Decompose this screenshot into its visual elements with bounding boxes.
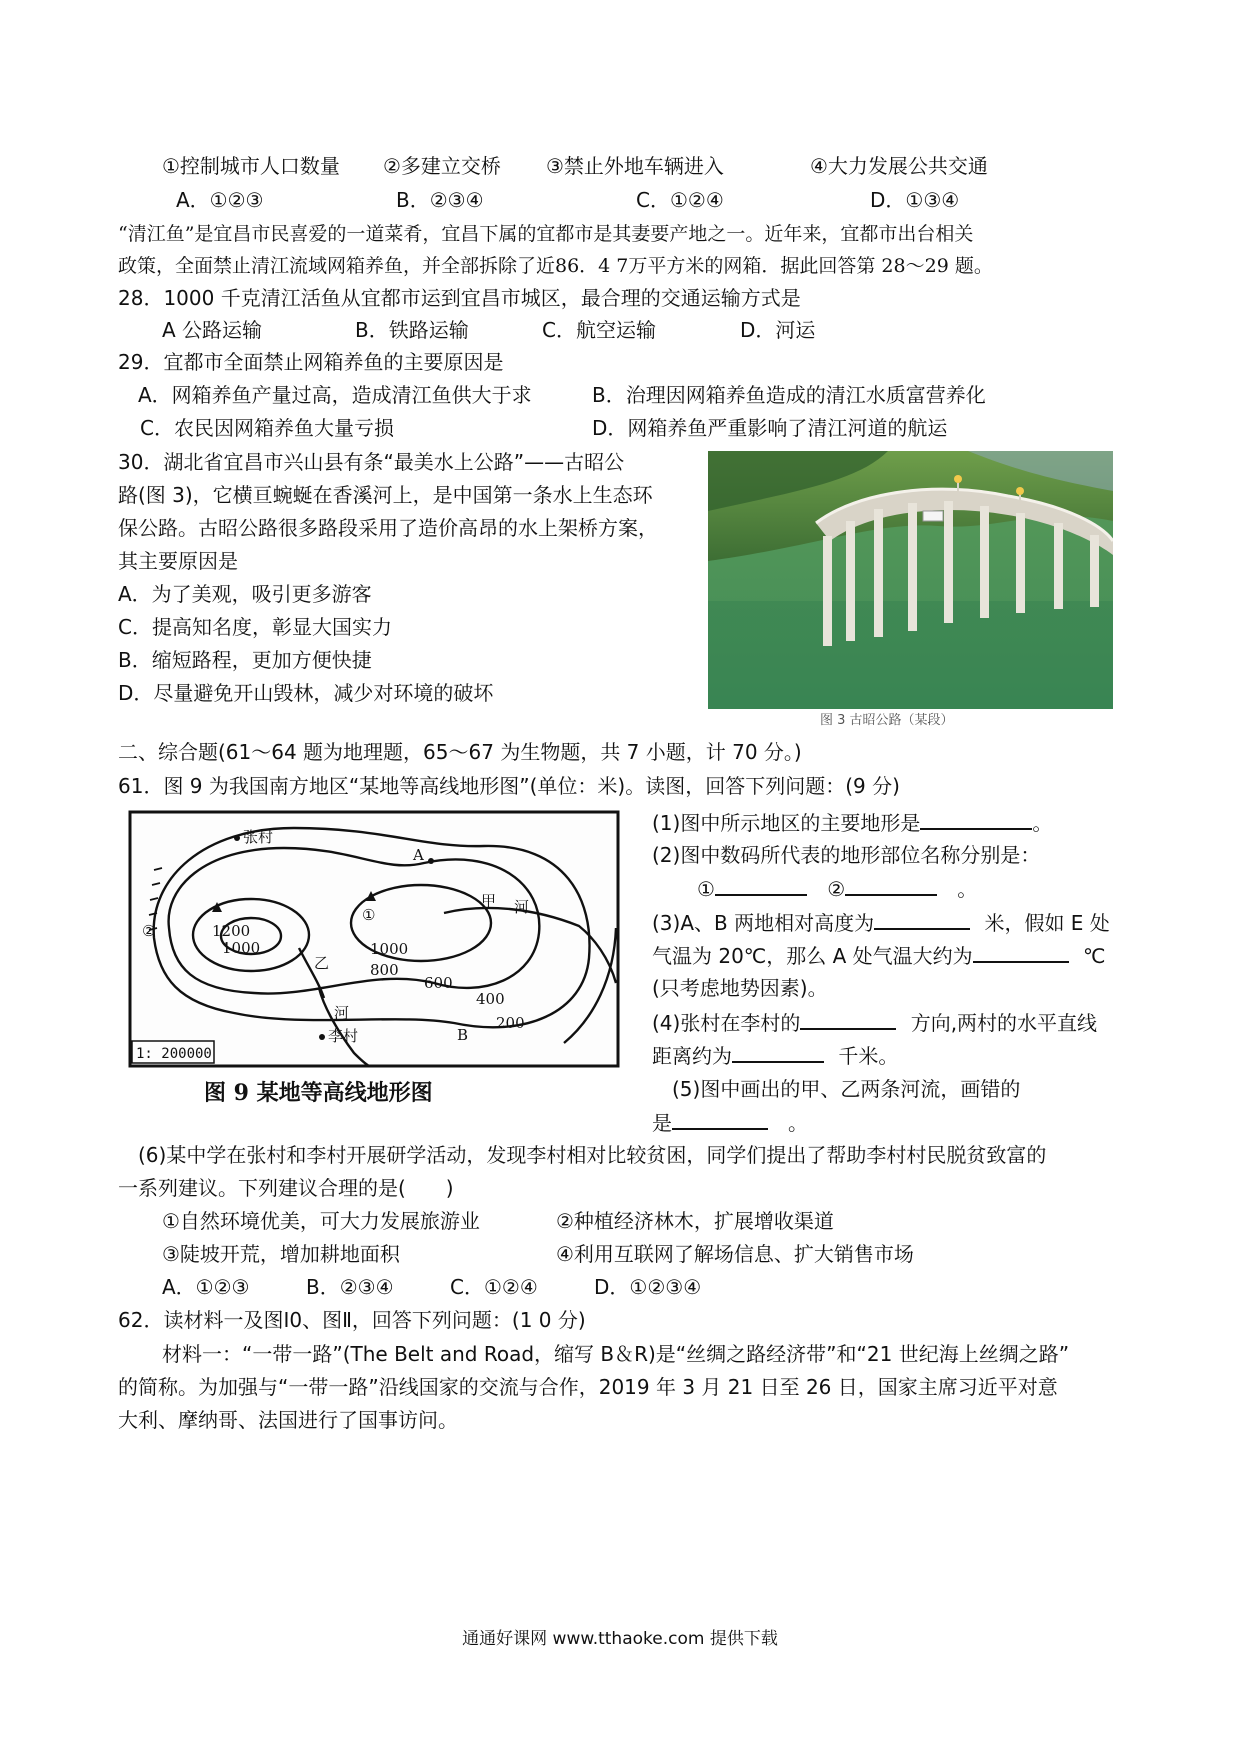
q27-item-4: ④大力发展公共交通 (810, 154, 988, 178)
section-2-title: 二、综合题(61～64 题为地理题，65～67 为生物题，共 7 小题，计 70 分。) (118, 740, 802, 764)
q29-option-d: D．网箱养鱼严重影响了清江河道的航运 (592, 416, 948, 440)
q62-material-1-line-2: 的简称。为加强与“一带一路”沿线国家的交流与合作，2019 年 3 月 21 日至 26 日，国家主席习近平对意 (118, 1375, 1058, 1399)
q30-option-a: A．为了美观，吸引更多游客 (118, 582, 372, 606)
q29-option-b: B．治理因网箱养鱼造成的清江水质富营养化 (592, 383, 986, 407)
q61-part-6-item-1: ①自然环境优美，可大力发展旅游业 (162, 1209, 480, 1233)
q61-part-2-num-1: ① (697, 877, 715, 901)
q61-part-1: (1)图中所示地区的主要地形是 。 (652, 811, 1053, 835)
label-contour-400: 400 (476, 990, 505, 1008)
q61-part-5-b: 是 (652, 1111, 672, 1135)
q61-part-3-b: 米，假如 E 处 (984, 911, 1110, 935)
q30-option-c: C．提高知名度，彰显大国实力 (118, 615, 392, 639)
q61-part-3-d: ℃ (1083, 944, 1106, 968)
label-contour-1000-right: 1000 (370, 940, 409, 958)
q61-part-6-item-3: ③陡坡开荒，增加耕地面积 (162, 1242, 400, 1266)
q61-part-4-line-1 (652, 1010, 1097, 1035)
q29-option-c: C．农民因网箱养鱼大量亏损 (140, 416, 394, 440)
map-scale: 1: 200000 (136, 1046, 212, 1062)
label-li-village: 李村 (328, 1027, 359, 1045)
figure-3-caption: 图 3 古昭公路（某段） (820, 713, 954, 728)
answer-blank-4b[interactable] (732, 1043, 824, 1063)
q61-part-4-b: 方向,两村的水平直线 (910, 1011, 1098, 1035)
answer-blank-5[interactable] (672, 1110, 768, 1130)
q61-part-6-option-d: D．①②③④ (594, 1275, 702, 1299)
q61-part-4-d: 千米。 (838, 1044, 899, 1068)
q28-option-d: D．河运 (740, 318, 816, 342)
label-contour-600: 600 (424, 974, 453, 992)
label-contour-800: 800 (370, 961, 399, 979)
q27-item-3: ③禁止外地车辆进入 (546, 154, 724, 178)
figure-3-photo (708, 451, 1113, 709)
q30-stem-line-2: 路(图 3)，它横亘蜿蜒在香溪河上，是中国第一条水上生态环 (118, 483, 653, 507)
answer-blank-1[interactable] (920, 810, 1032, 830)
q61-part-4-line-2 (652, 1043, 898, 1068)
q61-part-6-option-a: A．①②③ (162, 1275, 250, 1299)
q27-item-2: ②多建立交桥 (383, 154, 501, 178)
q27-option-d: D．①③④ (870, 188, 960, 212)
q61-part-2-num-2: ② (827, 877, 846, 901)
label-contour-1000-left: 1000 (222, 939, 261, 957)
label-point-b: B (457, 1026, 469, 1044)
figure-9-contour-map (124, 808, 624, 1128)
q61-part-6-item-2: ②种植经济林木，扩展增收渠道 (556, 1209, 834, 1233)
answer-blank-3b[interactable] (973, 943, 1069, 963)
material-fish-line-2: 政策，全面禁止清江流域网箱养鱼，并全部拆除了近86．4 7万平方米的网箱．据此回答第 28～29 题。 (118, 255, 993, 277)
q62-stem: 62．读材料一及图Ⅰ0、图Ⅱ，回答下列问题：(1 0 分) (118, 1308, 586, 1332)
q61-part-3-e: (只考虑地势因素)。 (652, 976, 828, 1000)
label-river-he-2: 河 (334, 1004, 350, 1022)
q61-part-3-c: 气温为 20℃，那么 A 处气温大约为 (652, 944, 973, 968)
label-contour-200: 200 (496, 1014, 525, 1032)
q61-part-3-a: (3)A、B 两地相对高度为 (652, 911, 875, 935)
q61-part-6-item-4: ④利用互联网了解场信息、扩大销售市场 (556, 1242, 914, 1266)
label-contour-1200: 1200 (212, 922, 251, 940)
answer-blank-4a[interactable] (800, 1010, 896, 1030)
q61-part-3-line-1 (652, 910, 1110, 935)
q30-stem-line-1: 30．湖北省宜昌市兴山县有条“最美水上公路”——古昭公 (118, 450, 625, 474)
q61-part-2: (2)图中数码所代表的地形部位名称分别是： (652, 843, 1041, 867)
label-number-2: ② (142, 922, 156, 940)
answer-blank-2a[interactable] (715, 876, 807, 896)
q62-material-1-line-3: 大利、摩纳哥、法国进行了国事访问。 (118, 1408, 458, 1432)
material-fish-line-1: “清江鱼”是宜昌市民喜爱的一道菜肴，宜昌下属的宜都市是其妻要产地之一。近年来，宜都市出台相关 (118, 223, 974, 245)
q30-stem-line-3: 保公路。古昭公路很多路段采用了造价高昂的水上架桥方案， (118, 516, 658, 540)
q30-option-d: D．尽量避免开山毁林，减少对环境的破坏 (118, 681, 494, 705)
q61-part-6-option-b: B．②③④ (306, 1275, 394, 1299)
q61-part-6-line-2: 一系列建议。下列建议合理的是( ) (118, 1176, 454, 1200)
q61-part-6-option-c: C．①②④ (450, 1275, 538, 1299)
q62-material-1-line-1: 材料一：“一带一路”(The Belt and Road，缩写 B＆R)是“丝绸之路经济带”和“21 世纪海上丝绸之路” (162, 1342, 1070, 1366)
q28-option-a: A 公路运输 (162, 318, 263, 342)
q61-part-4-a: (4)张村在李村的 (652, 1011, 801, 1035)
q61-part-2-answers: ① ② 。 (697, 877, 978, 901)
label-river-yi: 乙 (314, 954, 330, 972)
q61-part-5-a: (5)图中画出的甲、乙两条河流，画错的 (672, 1077, 1021, 1101)
answer-blank-2b[interactable] (845, 876, 937, 896)
q61-part-5-line-2: 是 。 (652, 1111, 808, 1135)
q27-item-1: ①控制城市人口数量 (162, 154, 340, 178)
q61-part-6-line-1: (6)某中学在张村和李村开展研学活动，发现李村相对比较贫困，同学们提出了帮助李村村民脱贫致富的 (138, 1143, 1047, 1167)
q61-part-1-text: (1)图中所示地区的主要地形是 (652, 811, 921, 835)
q61-part-3-line-2 (652, 943, 1106, 968)
q61-stem: 61．图 9 为我国南方地区“某地等高线地形图”(单位：米)。读图，回答下列问题：(9 分) (118, 774, 900, 798)
figure-9-title: 图 9 某地等高线地形图 (204, 1080, 433, 1106)
label-point-a: A (413, 846, 424, 864)
q28-option-b: B．铁路运输 (355, 318, 469, 342)
q30-stem-line-4: 其主要原因是 (118, 549, 238, 573)
q28-option-c: C．航空运输 (542, 318, 656, 342)
q30-option-b: B．缩短路程，更加方便快捷 (118, 648, 372, 672)
q28-stem: 28．1000 千克清江活鱼从宜都市运到宜昌市城区，最合理的交通运输方式是 (118, 286, 801, 310)
page-footer: 通通好课网 www.tthaoke.com 提供下载 (462, 1629, 778, 1649)
q29-option-a: A．网箱养鱼产量过高，造成清江鱼供大于求 (138, 383, 532, 407)
q27-option-b: B．②③④ (396, 188, 484, 212)
label-zhang-village: 张村 (243, 828, 274, 846)
q61-part-4-c: 距离约为 (652, 1044, 732, 1068)
label-river-he: 河 (514, 898, 530, 916)
q27-option-a: A．①②③ (176, 188, 264, 212)
q27-option-c: C．①②④ (636, 188, 724, 212)
label-river-jia: 甲 (481, 892, 497, 910)
answer-blank-3a[interactable] (874, 910, 970, 930)
label-number-1: ① (362, 906, 376, 924)
q29-stem: 29．宜都市全面禁止网箱养鱼的主要原因是 (118, 350, 504, 374)
